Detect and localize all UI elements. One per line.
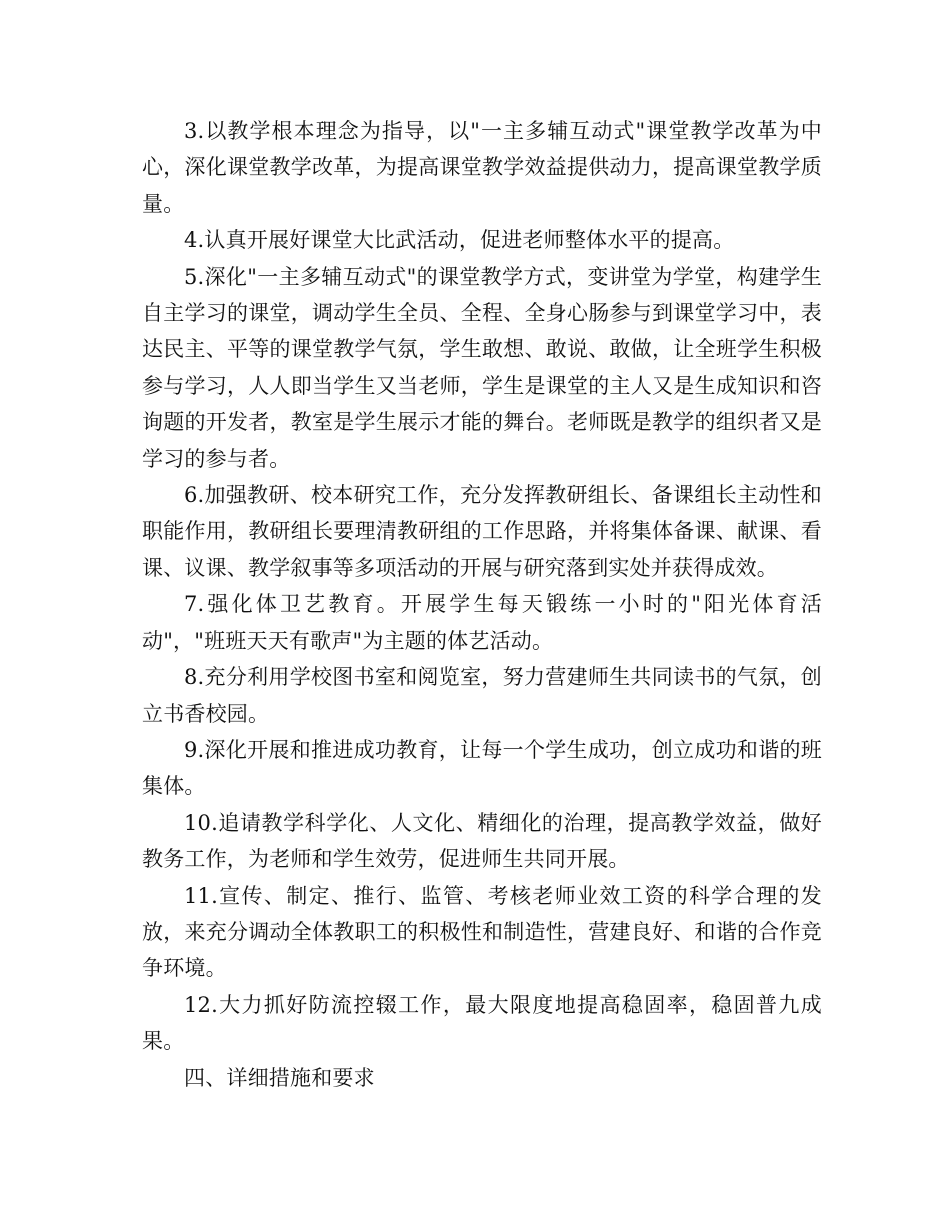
paragraph-item-11: 11.宣传、制定、推行、监管、考核老师业效工资的科学合理的发放，来充分调动全体教职工的积极性和制造性，营建良好、和谐的合作竞争环境。: [142, 883, 822, 981]
paragraph-item-12: 12.大力抓好防流控辍工作，最大限度地提高稳固率，稳固普九成果。: [142, 992, 822, 1054]
paragraph-item-5: 5.深化"一主多辅互动式"的课堂教学方式，变讲堂为学堂，构建学生自主学习的课堂，调动学生全员、全程、全身心肠参与到课堂学习中，表达民主、平等的课堂教学气氛，学生敢想、敢说、敢做，让全班学生积极参与学习，人人即当学生又当老师，学生是课堂的主人又是生成知识和咨询题的开发者，教室是学生展示才能的舞台。老师既是教学的组织者又是学习的参与者。: [142, 264, 822, 471]
paragraph-item-8: 8.充分利用学校图书室和阅览室，努力营建师生共同读书的气氛，创立书香校园。: [142, 665, 822, 726]
paragraph-item-7: 7.强化体卫艺教育。开展学生每天锻练一小时的"阳光体育活动"，"班班天天有歌声"为主题的体艺活动。: [142, 592, 822, 653]
section-heading: 四、详细措施和要求: [184, 1065, 375, 1090]
document-body: [142, 113, 822, 1096]
paragraph-item-4: 4.认真开展好课堂大比武活动，促进老师整体水平的提高。: [184, 228, 735, 253]
paragraph-item-3: 3.以教学根本理念为指导，以"一主多辅互动式"课堂教学改革为中心，深化课堂教学改革，为提高课堂教学效益提供动力，提高课堂教学质量。: [142, 119, 822, 216]
paragraph-item-6: 6.加强教研、校本研究工作，充分发挥教研组长、备课组长主动性和职能作用，教研组长要理清教研组的工作思路，并将集体备课、献课、看课、议课、教学叙事等多项活动的开展与研究落到实处并获得成效。: [142, 483, 822, 580]
paragraph-item-9: 9.深化开展和推进成功教育，让每一个学生成功，创立成功和谐的班集体。: [142, 737, 822, 799]
paragraph-item-10: 10.追请教学科学化、人文化、精细化的治理，提高教学效益，做好教务工作，为老师和学生效劳，促进师生共同开展。: [142, 810, 822, 872]
